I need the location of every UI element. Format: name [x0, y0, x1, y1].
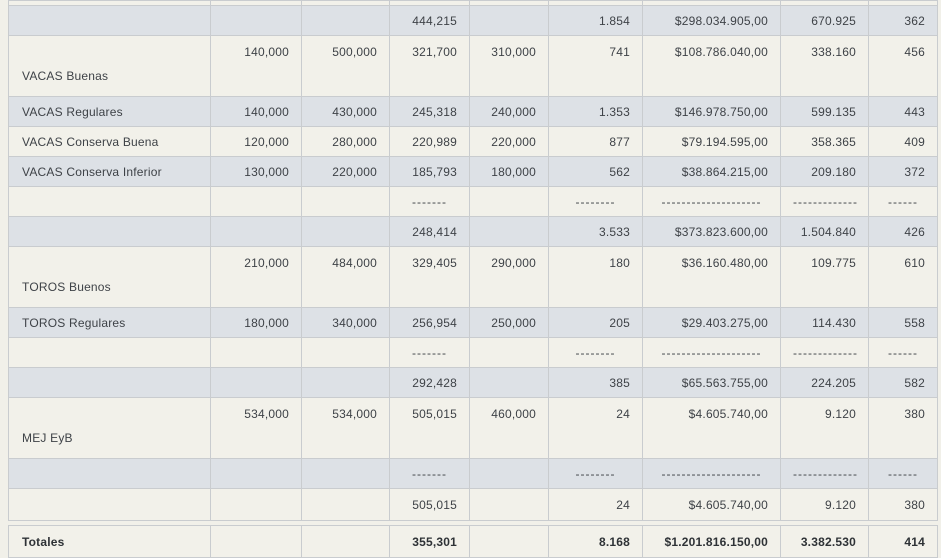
table-cell: 599.135 [781, 97, 869, 127]
table-cell: 558 [869, 308, 938, 338]
table-body [9, 1, 938, 521]
table-cell: ------------- [781, 459, 869, 489]
table-cell: 180,000 [211, 308, 302, 338]
table-cell: 240,000 [470, 97, 549, 127]
table-cell [470, 459, 549, 489]
table-cell [302, 368, 390, 398]
table-cell [470, 338, 549, 368]
cell-category [9, 338, 211, 368]
table-cell: -------------------- [643, 187, 781, 217]
table-cell: 355,301 [390, 526, 470, 558]
table-cell: 250,000 [470, 308, 549, 338]
cell-category [9, 459, 211, 489]
table-cell: $4.605.740,00 [643, 489, 781, 521]
table-cell: 380 [869, 398, 938, 459]
table-cell: 130,000 [211, 157, 302, 187]
table-cell: 1.504.840 [781, 217, 869, 247]
table-cell: $1.201.816.150,00 [643, 526, 781, 558]
table-cell: 430,000 [302, 97, 390, 127]
table-cell [211, 338, 302, 368]
table-cell: -------- [549, 187, 643, 217]
table-cell [470, 489, 549, 521]
table-cell [302, 459, 390, 489]
table-cell: -------- [549, 338, 643, 368]
table-cell: -------------------- [643, 338, 781, 368]
table-cell: 426 [869, 217, 938, 247]
table-cell: 109.775 [781, 247, 869, 308]
cell-category [9, 489, 211, 521]
table-cell: 1.353 [549, 97, 643, 127]
table-cell: 310,000 [470, 36, 549, 97]
table-cell: 362 [869, 6, 938, 36]
table-cell [211, 489, 302, 521]
table-cell: 292,428 [390, 368, 470, 398]
table-cell: 180 [549, 247, 643, 308]
table-cell: $373.823.600,00 [643, 217, 781, 247]
table-cell: 8.168 [549, 526, 643, 558]
table-cell: 3.382.530 [781, 526, 869, 558]
table-cell: 414 [869, 526, 938, 558]
table-cell: 248,414 [390, 217, 470, 247]
table-cell: $29.403.275,00 [643, 308, 781, 338]
table-cell: 534,000 [302, 398, 390, 459]
table-cell: 24 [549, 398, 643, 459]
table-cell [302, 217, 390, 247]
table-cell [470, 6, 549, 36]
table-cell [211, 6, 302, 36]
table-cell: $36.160.480,00 [643, 247, 781, 308]
table-cell: 1.854 [549, 6, 643, 36]
table-cell: $38.864.215,00 [643, 157, 781, 187]
table-row [9, 459, 938, 489]
table-cell [211, 368, 302, 398]
table-cell: ------------- [781, 338, 869, 368]
table-cell [470, 187, 549, 217]
table-row [9, 247, 938, 308]
table-row [9, 157, 938, 187]
table-cell: 409 [869, 127, 938, 157]
table-cell [211, 217, 302, 247]
table-cell: 9.120 [781, 489, 869, 521]
cell-category: TOROS Buenos [9, 247, 211, 308]
table-row [9, 308, 938, 338]
table-cell [211, 187, 302, 217]
table-cell [302, 526, 390, 558]
table-cell: 220,000 [470, 127, 549, 157]
table-cell: -------------------- [643, 459, 781, 489]
cell-category: VACAS Regulares [9, 97, 211, 127]
totals-row [9, 526, 938, 558]
cell-category: VACAS Conserva Inferior [9, 157, 211, 187]
table-cell: 280,000 [302, 127, 390, 157]
table-row [9, 6, 938, 36]
table-cell: ------------- [781, 187, 869, 217]
table-cell: 338.160 [781, 36, 869, 97]
table-cell: 224.205 [781, 368, 869, 398]
cell-category: TOROS Regulares [9, 308, 211, 338]
table-cell: 209.180 [781, 157, 869, 187]
table-cell: 385 [549, 368, 643, 398]
table-cell: ------ [869, 187, 938, 217]
table-cell: 329,405 [390, 247, 470, 308]
table-cell: 321,700 [390, 36, 470, 97]
table-cell: 484,000 [302, 247, 390, 308]
table-cell: 358.365 [781, 127, 869, 157]
table-cell [470, 526, 549, 558]
cell-category [9, 187, 211, 217]
table-cell: ------- [390, 187, 470, 217]
cell-category: VACAS Conserva Buena [9, 127, 211, 157]
cell-category: Totales [9, 526, 211, 558]
table-cell: 534,000 [211, 398, 302, 459]
cell-category [9, 6, 211, 36]
table-cell: 500,000 [302, 36, 390, 97]
table-cell: 180,000 [470, 157, 549, 187]
table-cell: 372 [869, 157, 938, 187]
table-cell: 505,015 [390, 489, 470, 521]
table-cell: 220,000 [302, 157, 390, 187]
table-cell: $79.194.595,00 [643, 127, 781, 157]
table-cell: -------- [549, 459, 643, 489]
table-cell: $108.786.040,00 [643, 36, 781, 97]
table-cell [302, 338, 390, 368]
table-cell: 256,954 [390, 308, 470, 338]
cell-category: VACAS Buenas [9, 36, 211, 97]
table-cell [211, 459, 302, 489]
table-row [9, 338, 938, 368]
cell-category: MEJ EyB [9, 398, 211, 459]
table-cell [302, 6, 390, 36]
table-cell: 3.533 [549, 217, 643, 247]
cell-category [9, 368, 211, 398]
table-cell [211, 526, 302, 558]
table-row [9, 187, 938, 217]
table-row [9, 489, 938, 521]
table-row [9, 398, 938, 459]
table-cell: 670.925 [781, 6, 869, 36]
table-cell: 456 [869, 36, 938, 97]
table-cell: 460,000 [470, 398, 549, 459]
livestock-report-table [8, 0, 938, 521]
table-cell: 185,793 [390, 157, 470, 187]
table-cell: 877 [549, 127, 643, 157]
table-cell: 210,000 [211, 247, 302, 308]
table-cell: 380 [869, 489, 938, 521]
totals-table [8, 525, 938, 558]
table-cell: $4.605.740,00 [643, 398, 781, 459]
table-cell: ------ [869, 338, 938, 368]
table-cell: 205 [549, 308, 643, 338]
table-cell: 140,000 [211, 36, 302, 97]
table-cell: ------ [869, 459, 938, 489]
table-cell: 562 [549, 157, 643, 187]
table-cell: 114.430 [781, 308, 869, 338]
table-cell: 290,000 [470, 247, 549, 308]
table-cell: 24 [549, 489, 643, 521]
table-cell: 220,989 [390, 127, 470, 157]
table-cell: 582 [869, 368, 938, 398]
table-cell: 741 [549, 36, 643, 97]
table-row [9, 368, 938, 398]
table-cell: 444,215 [390, 6, 470, 36]
table-cell: $65.563.755,00 [643, 368, 781, 398]
table-cell: 120,000 [211, 127, 302, 157]
table-cell: 610 [869, 247, 938, 308]
table-row [9, 97, 938, 127]
table-cell: $146.978.750,00 [643, 97, 781, 127]
table-cell: 505,015 [390, 398, 470, 459]
table-row [9, 36, 938, 97]
table-cell: $298.034.905,00 [643, 6, 781, 36]
table-cell [302, 489, 390, 521]
table-cell: 245,318 [390, 97, 470, 127]
table-cell: ------- [390, 338, 470, 368]
table-cell: 340,000 [302, 308, 390, 338]
table-cell: 140,000 [211, 97, 302, 127]
table-cell: 443 [869, 97, 938, 127]
table-cell [470, 368, 549, 398]
table-cell [470, 217, 549, 247]
cell-category [9, 217, 211, 247]
table-cell [302, 187, 390, 217]
table-cell: 9.120 [781, 398, 869, 459]
table-row [9, 217, 938, 247]
totals-body [9, 526, 938, 558]
table-row [9, 127, 938, 157]
table-cell: ------- [390, 459, 470, 489]
